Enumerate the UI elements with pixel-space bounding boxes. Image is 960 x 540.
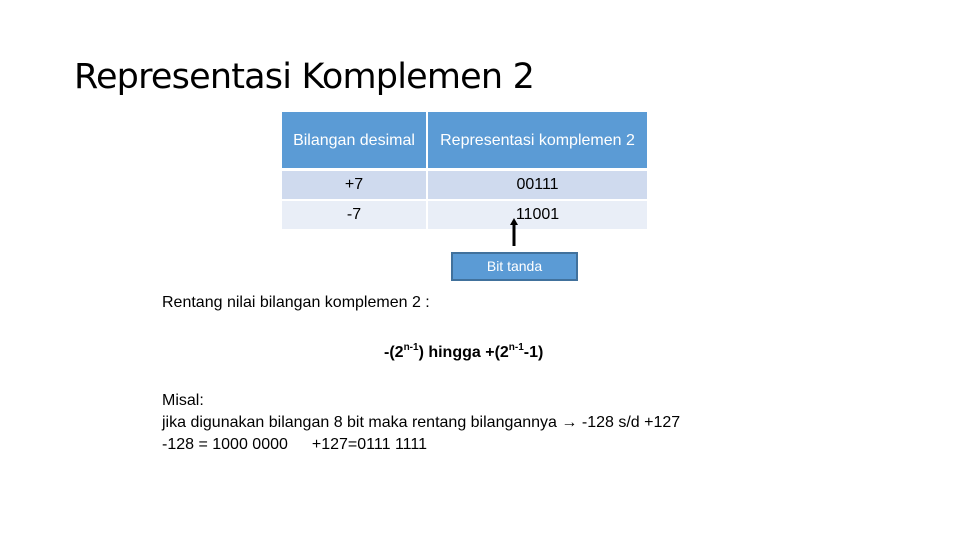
- example-block: [162, 390, 680, 456]
- range-formula: [384, 342, 543, 364]
- formula-exponent: n-1: [403, 341, 419, 353]
- table-row: [282, 200, 647, 230]
- example-line-text: jika digunakan bilangan 8 bit maka rentang bilangannya: [162, 414, 557, 431]
- cell-representation: 11001: [427, 200, 647, 230]
- formula-part: -1): [523, 344, 544, 361]
- range-label: Rentang nilai bilangan komplemen 2 :: [162, 294, 430, 311]
- right-arrow-icon: →: [561, 414, 578, 431]
- example-line-range: [162, 412, 680, 434]
- table-header-row: [282, 112, 647, 170]
- sign-bit-callout: Bit tanda: [451, 252, 578, 281]
- header-twos-complement: Representasi komplemen 2: [427, 112, 647, 170]
- slide-title: Representasi Komplemen 2: [74, 57, 535, 97]
- cell-representation: 00111: [427, 170, 647, 201]
- formula-part: ) hingga +(2: [418, 344, 509, 361]
- example-heading: Misal:: [162, 392, 204, 409]
- example-max-value: +127=0111 1111: [311, 436, 427, 453]
- formula-part: -(2: [384, 344, 404, 361]
- sign-bit-arrow-icon: [505, 218, 525, 248]
- cell-decimal: -7: [282, 200, 427, 230]
- representation-table: [282, 112, 647, 231]
- header-decimal: Bilangan desimal: [282, 112, 427, 170]
- example-min-value: -128 = 1000 0000: [162, 436, 288, 453]
- example-line-values: [162, 434, 680, 456]
- cell-decimal: +7: [282, 170, 427, 201]
- table-row: [282, 170, 647, 201]
- formula-exponent: n-1: [508, 341, 524, 353]
- example-range-value: -128 s/d +127: [581, 414, 681, 431]
